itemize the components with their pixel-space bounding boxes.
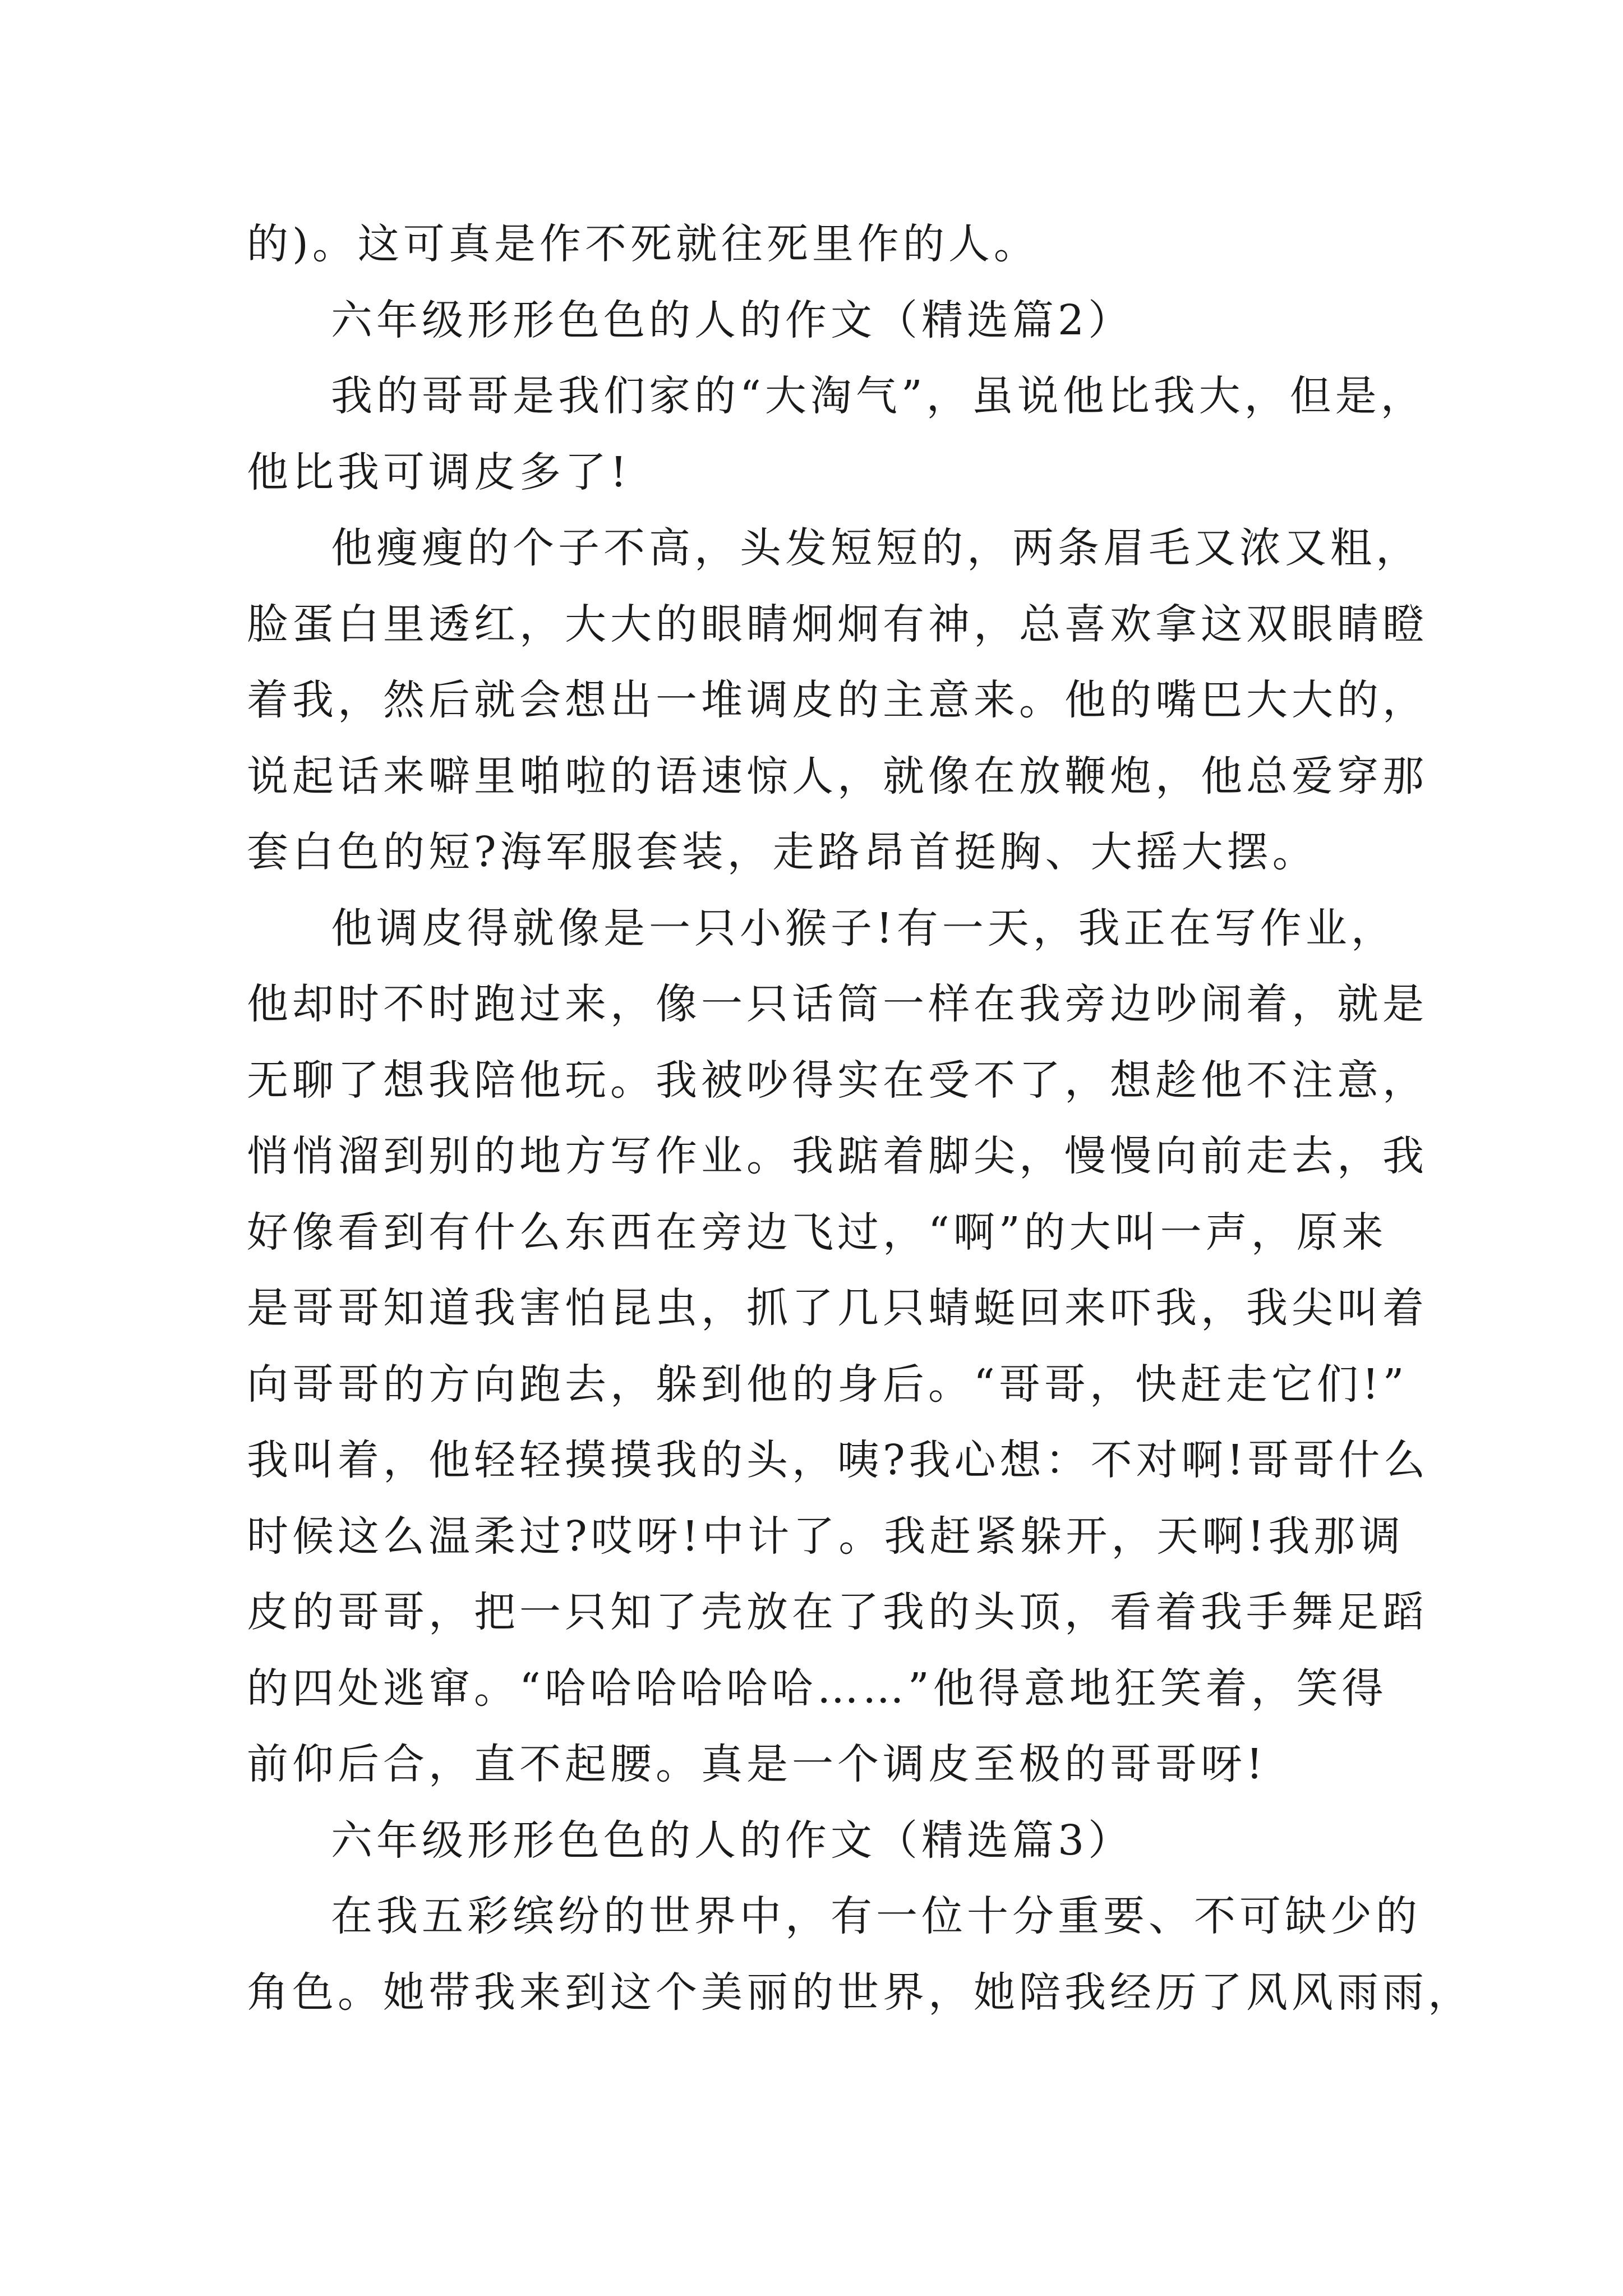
text-line: 他比我可调皮多了! <box>247 448 631 496</box>
text-line: 无聊了想我陪他玩。我被吵得实在受不了，想趁他不注意， <box>247 1056 1428 1105</box>
text-line: 在我五彩缤纷的世界中，有一位十分重要、不可缺少的 <box>331 1892 1421 1940</box>
text-line: 他却时不时跑过来，像一只话筒一样在我旁边吵闹着，就是 <box>247 980 1428 1028</box>
essay-text <box>247 206 1473 2031</box>
text-line: 说起话来噼里啪啦的语速惊人，就像在放鞭炮，他总爱穿那 <box>247 752 1428 800</box>
text-line: 着我，然后就会想出一堆调皮的主意来。他的嘴巴大大的， <box>247 676 1428 724</box>
text-line: 他瘦瘦的个子不高，头发短短的，两条眉毛又浓又粗， <box>331 524 1421 572</box>
text-line: 悄悄溜到别的地方写作业。我踮着脚尖，慢慢向前走去，我 <box>247 1132 1428 1180</box>
text-line: 是哥哥知道我害怕昆虫，抓了几只蜻蜓回来吓我，我尖叫着 <box>247 1284 1428 1332</box>
text-line: 前仰后合，直不起腰。真是一个调皮至极的哥哥呀! <box>247 1740 1267 1788</box>
text-line: 我叫着，他轻轻摸摸我的头，咦?我心想：不对啊!哥哥什么 <box>247 1436 1430 1484</box>
text-line: 脸蛋白里透红，大大的眼睛炯炯有神，总喜欢拿这双眼睛瞪 <box>247 600 1428 648</box>
text-line: 时候这么温柔过?哎呀!中计了。我赶紧躲开，天啊!我那调 <box>247 1512 1405 1561</box>
section-heading: 六年级形形色色的人的作文（精选篇2） <box>331 296 1134 344</box>
text-line: 好像看到有什么东西在旁边飞过，“啊”的大叫一声，原来 <box>247 1208 1387 1257</box>
text-line: 套白色的短?海军服套装，走路昂首挺胸、大摇大摆。 <box>247 828 1318 876</box>
text-line: 他调皮得就像是一只小猴子!有一天，我正在写作业， <box>331 904 1396 953</box>
section-heading: 六年级形形色色的人的作文（精选篇3） <box>331 1816 1134 1865</box>
text-line: 的四处逃窜。“哈哈哈哈哈哈……”他得意地狂笑着，笑得 <box>247 1664 1387 1713</box>
text-line: 我的哥哥是我们家的“大淘气”，虽说他比我大，但是， <box>331 372 1426 420</box>
text-line: 角色。她带我来到这个美丽的世界，她陪我经历了风风雨雨， <box>247 1968 1473 2017</box>
text-line: 向哥哥的方向跑去，躲到他的身后。“哥哥，快赶走它们!” <box>247 1360 1408 1409</box>
text-line: 的)。这可真是作不死就往死里作的人。 <box>247 220 1039 268</box>
text-line: 皮的哥哥，把一只知了壳放在了我的头顶，看着我手舞足蹈 <box>247 1588 1428 1636</box>
